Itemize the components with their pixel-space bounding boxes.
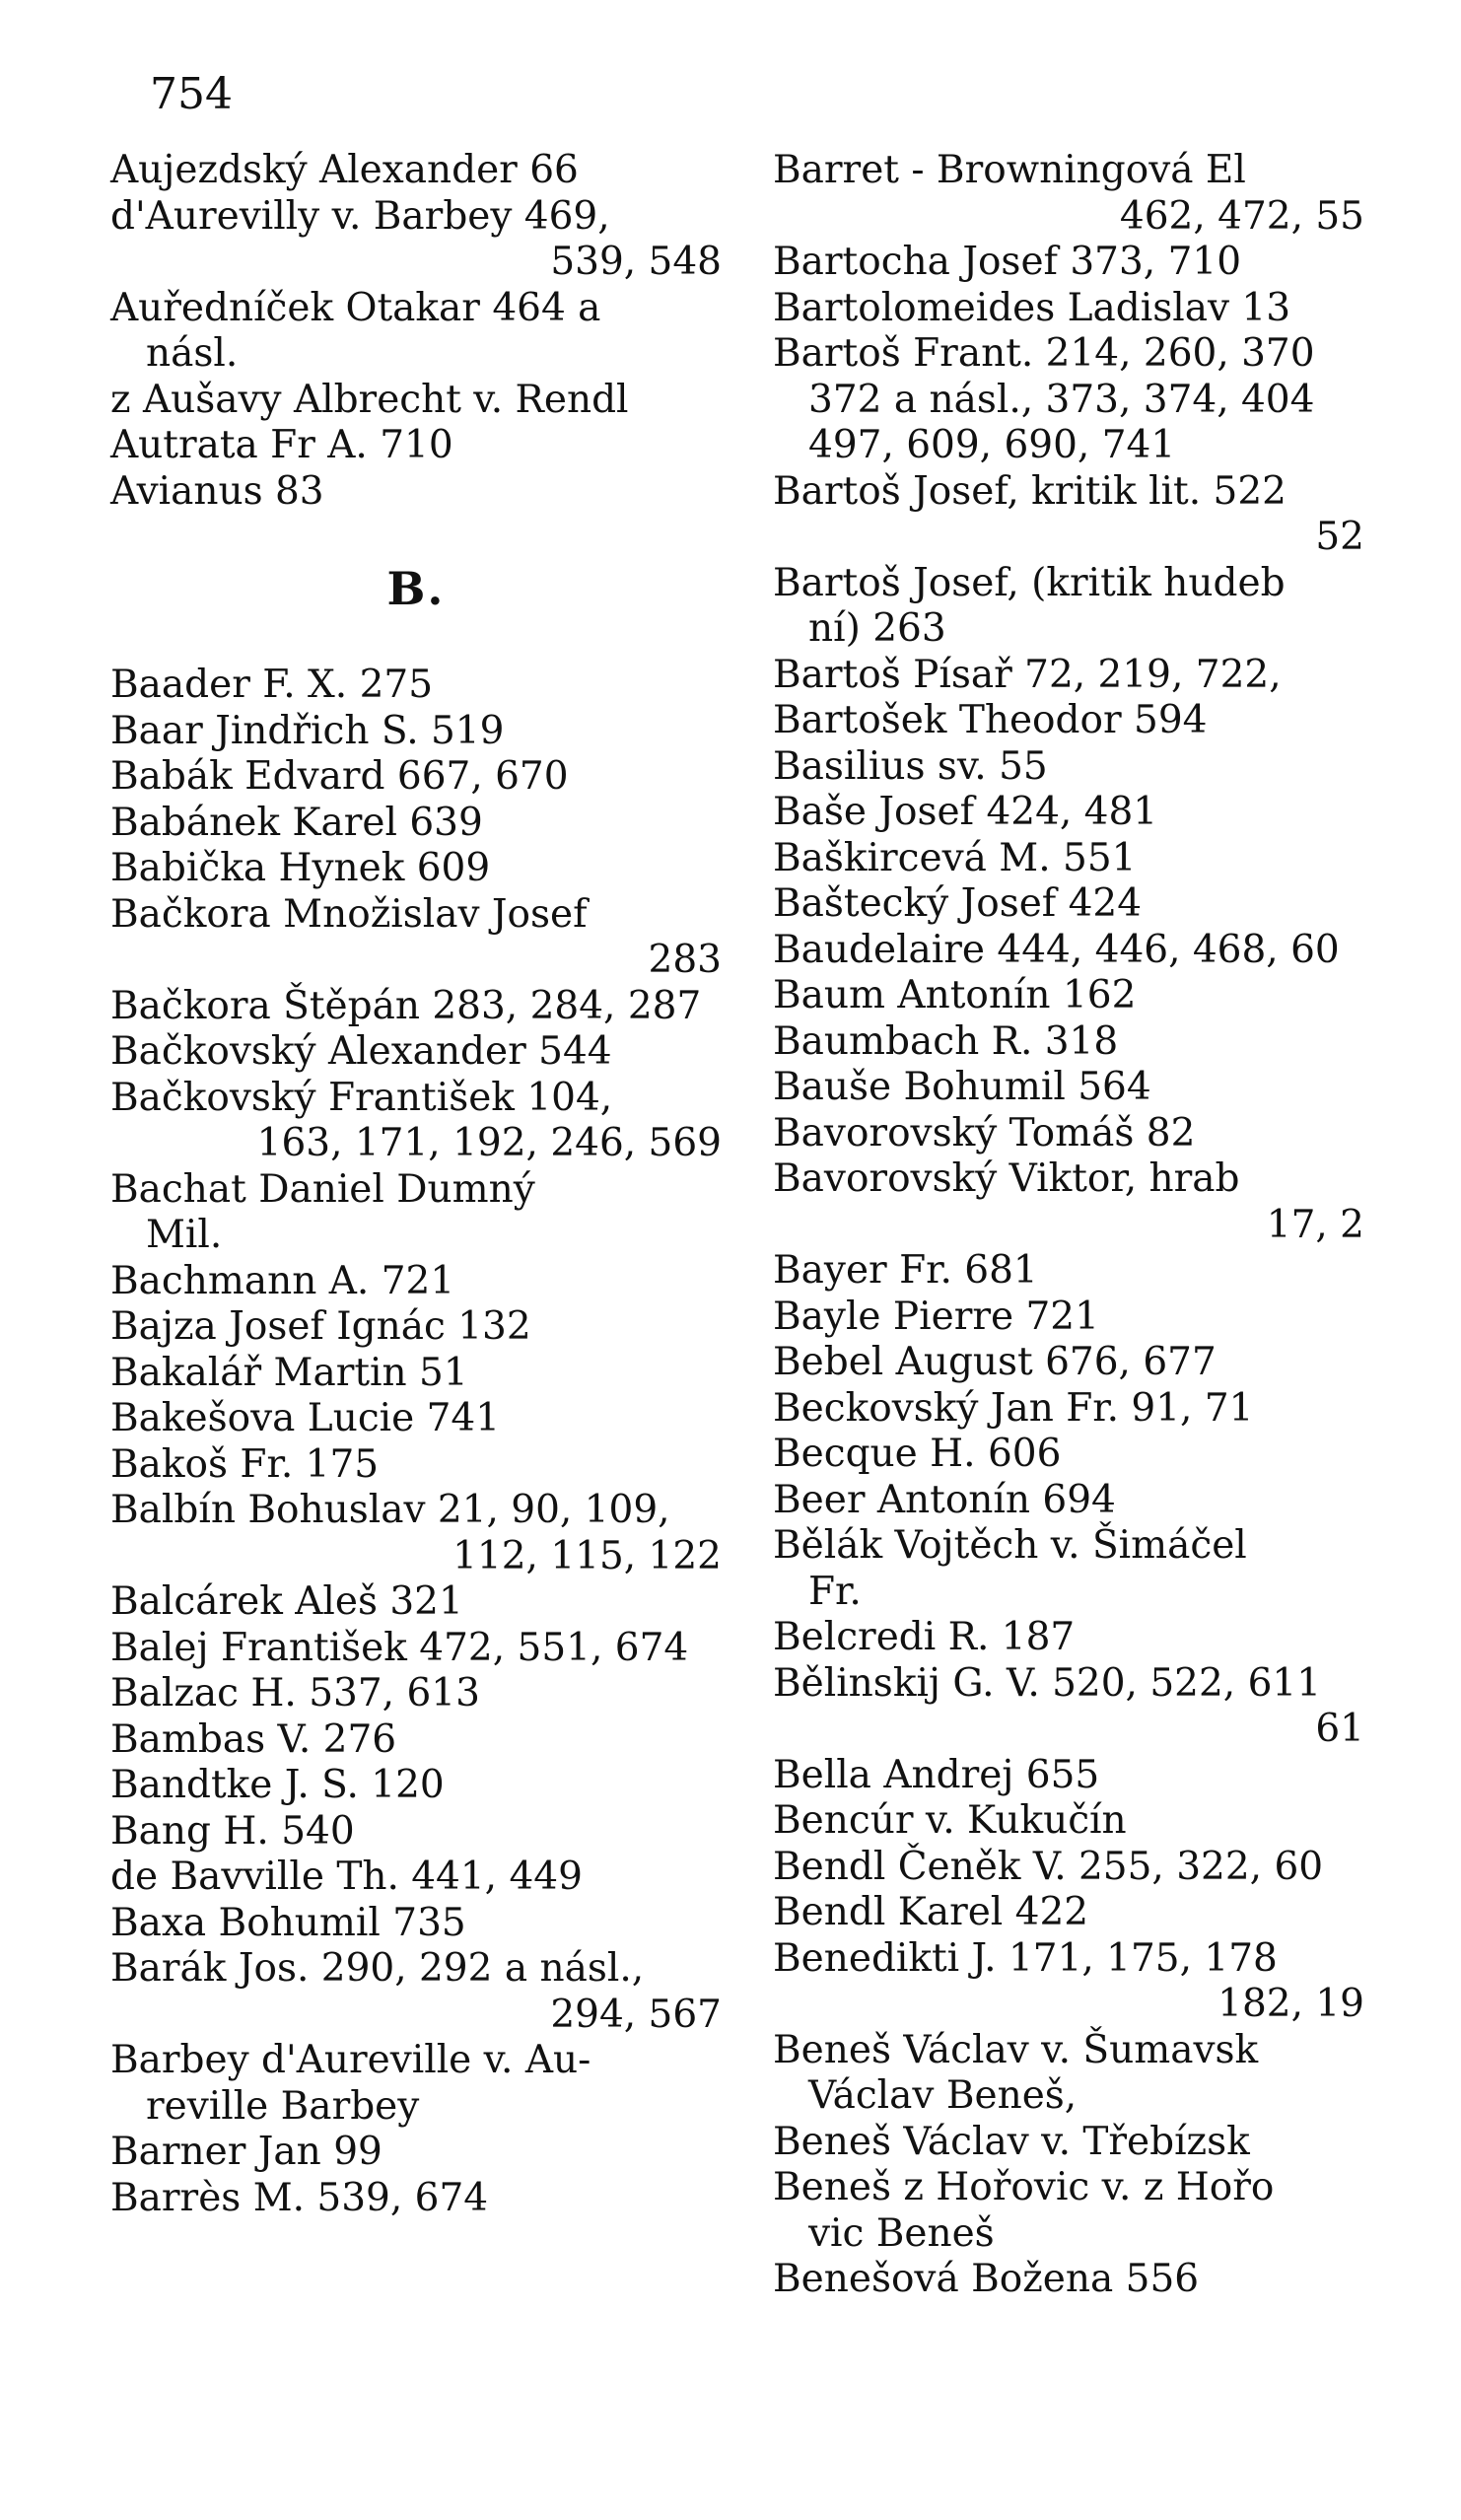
index-entry-line: Balbín Bohuslav 21, 90, 109, xyxy=(110,1488,670,1532)
index-entry-line: Bělák Vojtěch v. Šimáčel xyxy=(773,1523,1247,1568)
index-entry-line: Bartošek Theodor 594 xyxy=(773,698,1208,742)
index-entry-line: Beer Antonín 694 xyxy=(773,1477,1116,1522)
index-entry-line: 462, 472, 55 xyxy=(1119,193,1364,239)
index-entry-line: násl. xyxy=(146,331,239,376)
index-entry-line: Benedikti J. 171, 175, 178 xyxy=(773,1935,1278,1981)
index-entry-line: Bakešova Lucie 741 xyxy=(110,1396,501,1440)
index-entry-line: Baše Josef 424, 481 xyxy=(773,790,1158,834)
index-column-left xyxy=(110,148,722,2221)
index-entry-line: reville Barbey xyxy=(146,2083,420,2129)
index-entry-line: Bambas V. 276 xyxy=(110,1716,397,1762)
index-entry-line: Beneš Václav v. Třebízsk xyxy=(773,2119,1250,2164)
index-entry-line: Bartoš Frant. 214, 260, 370 xyxy=(773,331,1315,376)
index-entry-line: Václav Beneš, xyxy=(808,2073,1078,2118)
index-entry-line: d'Aurevilly v. Barbey 469, xyxy=(110,193,610,239)
index-entry-line: Barák Jos. 290, 292 a násl., xyxy=(110,1946,645,1991)
index-entry-line: Babák Edvard 667, 670 xyxy=(110,754,569,799)
index-entry-line: Baar Jindřich S. 519 xyxy=(110,708,505,753)
index-entry-line: Becque H. 606 xyxy=(773,1432,1062,1476)
index-entry-line: Basilius sv. 55 xyxy=(773,743,1048,789)
index-entry-line: Bačkovský Alexander 544 xyxy=(110,1029,612,1074)
index-entry-line: Barner Jan 99 xyxy=(110,2130,383,2174)
index-entry-line: Bayer Fr. 681 xyxy=(773,1248,1038,1293)
index-entry-line: Barbey d'Aureville v. Au- xyxy=(110,2038,591,2082)
index-entry-line: Avianus 83 xyxy=(110,468,324,514)
index-entry-line: de Bavville Th. 441, 449 xyxy=(110,1855,583,1899)
index-entry-line: ní) 263 xyxy=(808,606,946,651)
index-entry-line: Bendl Čeněk V. 255, 322, 60 xyxy=(773,1844,1324,1889)
index-entry-line: 539, 548 xyxy=(550,240,722,284)
index-entry-line: Bachmann A. 721 xyxy=(110,1258,455,1303)
index-entry-line: Bandtke J. S. 120 xyxy=(110,1763,445,1807)
index-entry-line: Bavorovský Viktor, hrab xyxy=(773,1156,1240,1201)
index-entry-line: 52 xyxy=(1315,515,1364,559)
index-entry-line: Bajza Josef Ignác 132 xyxy=(110,1304,531,1349)
index-entry-line: Bendl Karel 422 xyxy=(773,1890,1089,1934)
index-entry-line: Bělinskij G. V. 520, 522, 611 xyxy=(773,1660,1322,1706)
index-entry-line: 372 a násl., 373, 374, 404 xyxy=(808,377,1315,422)
index-entry-line: Benešová Božena 556 xyxy=(773,2257,1200,2301)
index-entry-line: 294, 567 xyxy=(550,1992,722,2037)
index-entry-line: Barret - Browningová El xyxy=(773,148,1246,192)
index-entry-line: Bavorovský Tomáš 82 xyxy=(773,1110,1196,1155)
index-entry-line: Baxa Bohumil 735 xyxy=(110,1900,466,1945)
index-entry-line: Bartoš Písař 72, 219, 722, xyxy=(773,652,1282,697)
section-letter-heading: B. xyxy=(386,562,446,615)
index-entry-line: z Aušavy Albrecht v. Rendl xyxy=(110,377,629,422)
index-entry-line: Bačkora Množislav Josef xyxy=(110,891,588,937)
index-entry-line: Bačkovský František 104, xyxy=(110,1075,613,1120)
index-entry-line: 497, 609, 690, 741 xyxy=(808,423,1176,467)
index-entry-line: Baudelaire 444, 446, 468, 60 xyxy=(773,927,1340,972)
index-entry-line: Bartocha Josef 373, 710 xyxy=(773,240,1242,284)
index-entry-line: 163, 171, 192, 246, 569 xyxy=(256,1121,722,1165)
index-entry-line: Beneš z Hořovic v. z Hořo xyxy=(773,2165,1275,2209)
index-entry-line: Belcredi R. 187 xyxy=(773,1615,1076,1659)
index-entry-line: Baumbach R. 318 xyxy=(773,1018,1119,1064)
index-entry-line: vic Beneš xyxy=(808,2210,995,2256)
index-entry-line: Bartoš Josef, kritik lit. 522 xyxy=(773,468,1287,514)
index-entry-line: Bang H. 540 xyxy=(110,1808,355,1854)
index-entry-line: 61 xyxy=(1315,1707,1364,1751)
index-entry-line: 17, 2 xyxy=(1266,1202,1364,1247)
index-column-right xyxy=(773,148,1364,2303)
index-entry-line: Bayle Pierre 721 xyxy=(773,1294,1099,1339)
index-entry-line: Baškircevá M. 551 xyxy=(773,835,1137,880)
index-entry-line: Bachat Daniel Dumný xyxy=(110,1166,535,1212)
index-entry-line: Balzac H. 537, 613 xyxy=(110,1671,480,1715)
index-entry-line: Bačkora Štěpán 283, 284, 287 xyxy=(110,983,702,1028)
index-entry-line: Baader F. X. 275 xyxy=(110,663,434,707)
index-entry-line: Bebel August 676, 677 xyxy=(773,1340,1217,1384)
index-entry-line: Aujezdský Alexander 66 xyxy=(110,148,579,192)
index-entry-line: Balcárek Aleš 321 xyxy=(110,1579,463,1624)
index-entry-line: Bauše Bohumil 564 xyxy=(773,1065,1151,1109)
page-number: 754 xyxy=(150,69,233,119)
index-entry-line: 283 xyxy=(648,938,722,982)
index-entry-line: Fr. xyxy=(808,1569,862,1614)
index-entry-line: Autrata Fr A. 710 xyxy=(110,423,453,467)
index-entry-line: Bencúr v. Kukučín xyxy=(773,1798,1127,1843)
index-entry-line: Auředníček Otakar 464 a xyxy=(110,285,601,330)
index-entry-line: 112, 115, 122 xyxy=(452,1533,722,1578)
index-entry-line: Bakalář Martin 51 xyxy=(110,1350,468,1395)
index-entry-line: Baštecký Josef 424 xyxy=(773,881,1143,926)
index-entry-line: Balej František 472, 551, 674 xyxy=(110,1625,689,1670)
index-entry-line: Bella Andrej 655 xyxy=(773,1752,1100,1797)
index-entry-line: 182, 19 xyxy=(1218,1982,1364,2026)
index-entry-line: Babánek Karel 639 xyxy=(110,800,483,845)
index-entry-line: Bartoš Josef, (kritik hudeb xyxy=(773,560,1286,605)
index-entry-line: Beneš Václav v. Šumavsk xyxy=(773,2027,1259,2072)
index-entry-line: Barrès M. 539, 674 xyxy=(110,2175,489,2220)
index-entry-line: Babička Hynek 609 xyxy=(110,846,491,890)
index-entry-line: Baum Antonín 162 xyxy=(773,973,1137,1017)
index-entry-line: Bakoš Fr. 175 xyxy=(110,1441,380,1487)
index-entry-line: Mil. xyxy=(146,1213,223,1257)
index-entry-line: Beckovský Jan Fr. 91, 71 xyxy=(773,1385,1254,1431)
index-entry-line: Bartolomeides Ladislav 13 xyxy=(773,285,1291,330)
